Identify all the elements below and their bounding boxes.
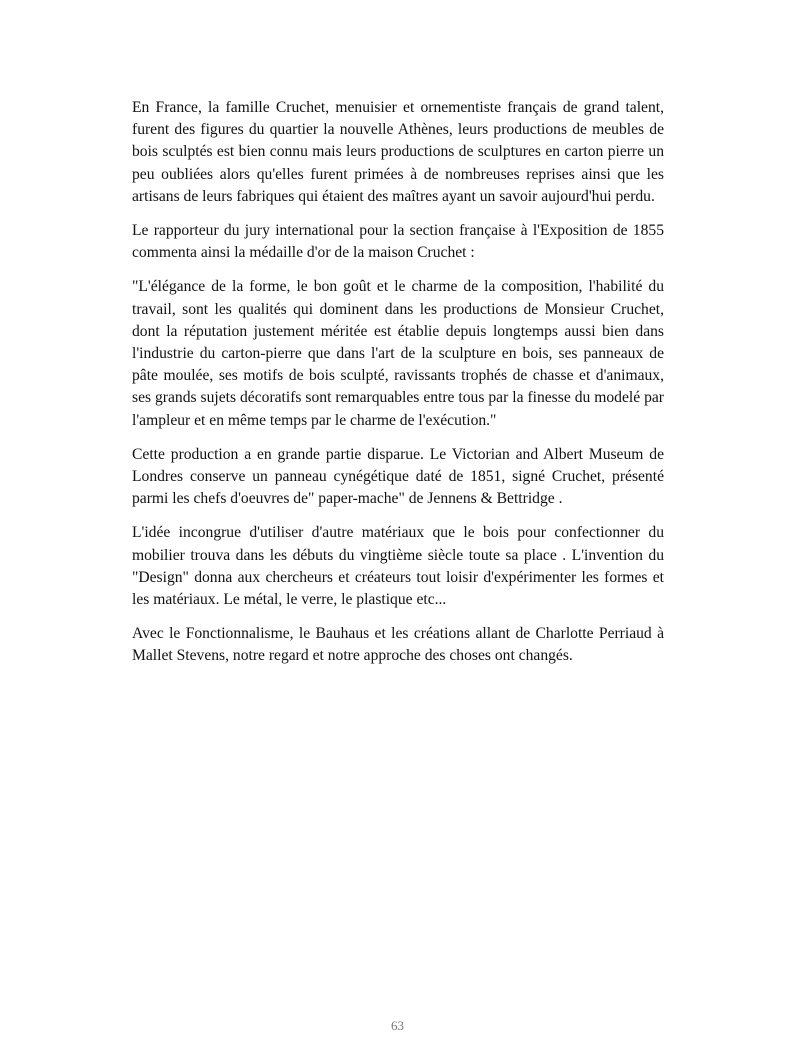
- paragraph-victorian-museum: Cette production a en grande partie disparue. Le Victorian and Albert Museum de Londres conserve un panneau cynégétique daté de 1851, signé Cruchet, présenté parmi les chefs d'oeuvres de" paper-mache" de Jennens & Bettridge .: [132, 445, 664, 508]
- body-text: [132, 97, 664, 680]
- page-number: 63: [391, 1018, 404, 1033]
- paragraph-design-materials: L'idée incongrue d'utiliser d'autre matériaux que le bois pour confectionner du mobilier trouva dans les débuts du vingtième siècle toute sa place . L'invention du "Design" donna aux chercheurs et créateurs tout loisir d'expérimenter les formes et les matériaux. Le métal, le verre, le plastique etc...: [132, 524, 664, 609]
- paragraph-functionalism: Avec le Fonctionnalisme, le Bauhaus et les créations allant de Charlotte Perriaud à Mallet Stevens, notre regard et notre approche des choses ont changés.: [132, 625, 664, 665]
- paragraph-quotation: "L'élégance de la forme, le bon goût et le charme de la composition, l'habilité du travail, sont les qualités qui dominent dans les productions de Monsieur Cruchet, dont la réputation justement méritée est établie depuis longtemps aussi bien dans l'industrie du carton-pierre que dans l'art de la sculpture en bois, ses panneaux de pâte moulée, ses motifs de bois sculpté, ravissants trophés de chasse et d'animaux, ses grands sujets décoratifs sont remarquables entre tous par la finesse du modelé par l'ampleur et en même temps par le charme de l'exécution.": [132, 278, 664, 429]
- paragraph-jury-report: Le rapporteur du jury international pour la section française à l'Exposition de 1855 commenta ainsi la médaille d'or de la maison Cruchet :: [132, 222, 664, 262]
- paragraph-cruchet-family: En France, la famille Cruchet, menuisier et ornementiste français de grand talent, furent des figures du quartier la nouvelle Athènes, leurs productions de meubles de bois sculptés est bien connu mais leurs productions de sculptures en carton pierre un peu oubliées alors qu'elles furent primées à de nombreuses reprises ainsi que les artisans de leurs fabriques qui étaient des maîtres ayant un savoir aujourd'hui perdu.: [132, 99, 664, 205]
